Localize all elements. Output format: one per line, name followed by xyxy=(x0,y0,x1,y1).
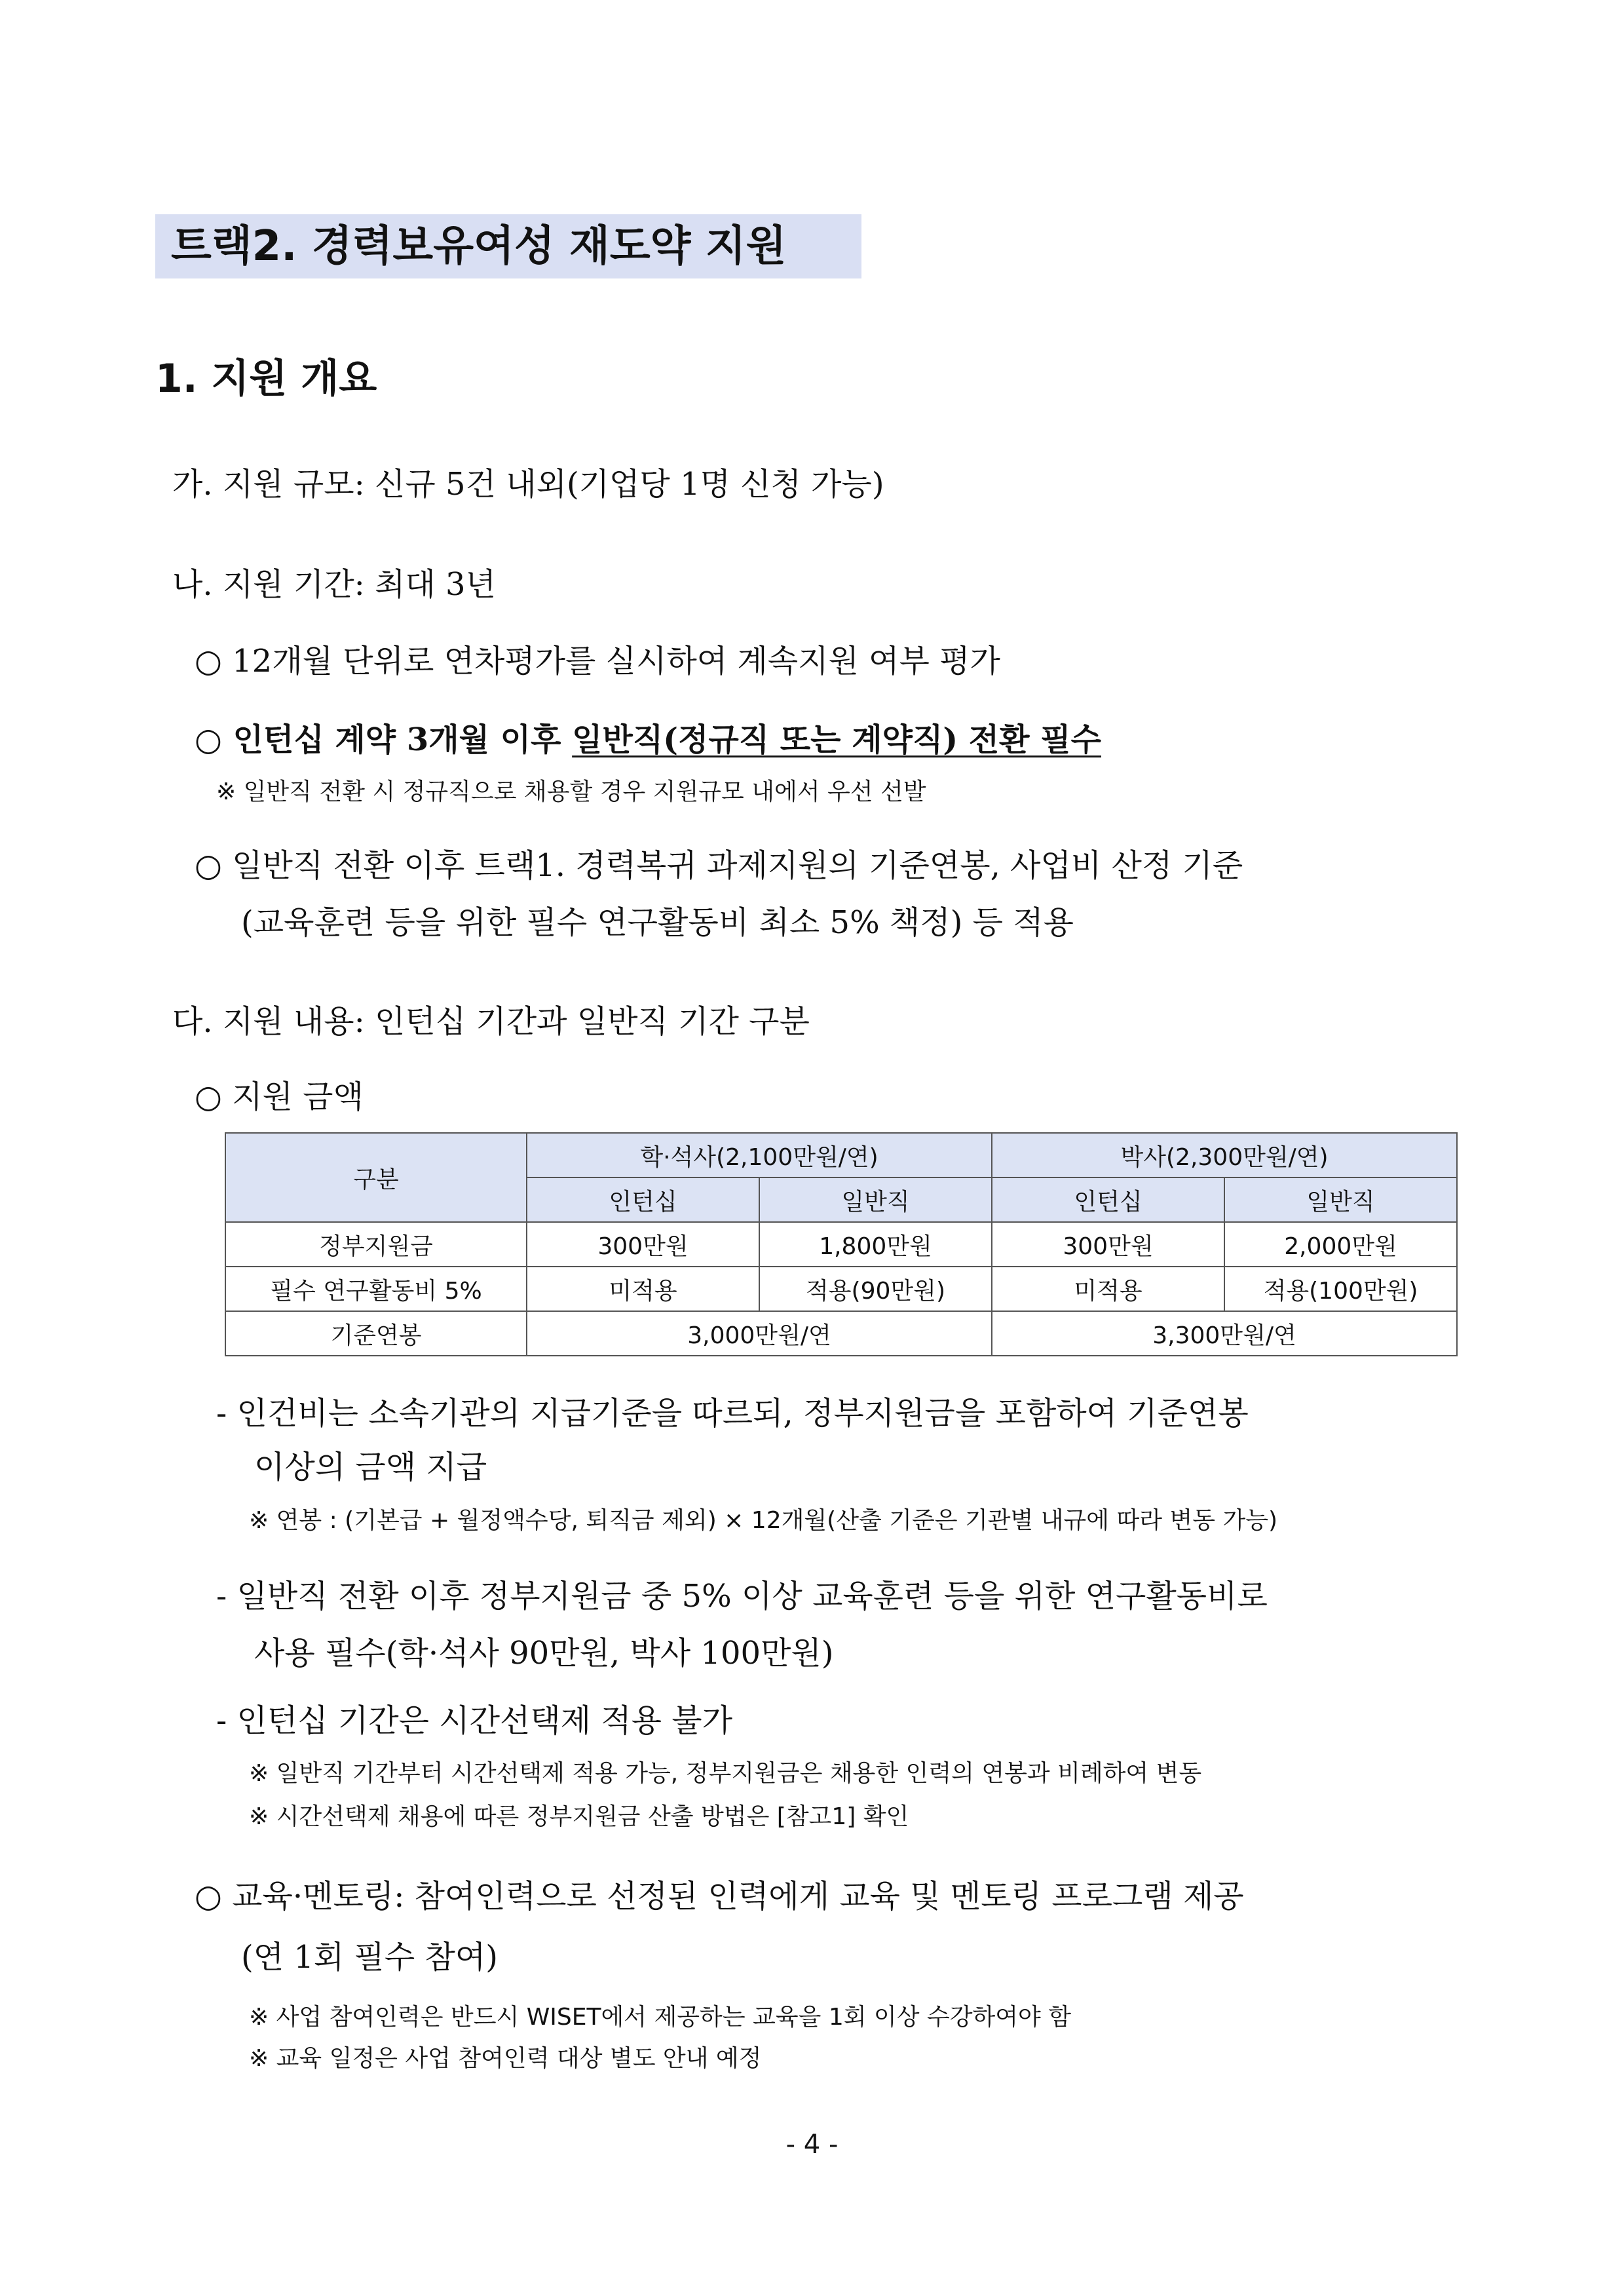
track-title: 트랙2. 경력보유여성 재도약 지원 xyxy=(155,214,861,278)
support-amount-table xyxy=(225,1132,1458,1356)
table-cell: 3,300만원/연 xyxy=(992,1311,1457,1356)
table-header-category: 구분 xyxy=(225,1133,527,1222)
item-ga: 가. 지원 규모: 신규 5건 내외(기업당 1명 신청 가능) xyxy=(172,466,884,503)
general-line-2: (교육훈련 등을 위한 필수 연구활동비 최소 5% 책정) 등 적용 xyxy=(241,904,1074,941)
table-cell: 300만원 xyxy=(992,1222,1224,1267)
education-note: ※ 사업 참여인력은 반드시 WISET에서 제공하는 교육을 1회 이상 수강하여야 함 xyxy=(249,2004,1072,2031)
item-na: 나. 지원 기간: 최대 3년 xyxy=(172,566,496,603)
table-row xyxy=(225,1133,1457,1177)
table-cell: 미적용 xyxy=(527,1267,759,1311)
intern-conversion-prefix: ○ 인턴십 계약 3개월 이후 xyxy=(195,721,573,758)
table-subheader: 일반직 xyxy=(759,1177,992,1222)
table-cell: 300만원 xyxy=(527,1222,759,1267)
intern-note: ※ 일반직 전환 시 정규직으로 채용할 경우 지원규모 내에서 우선 선발 xyxy=(216,778,926,805)
section-title: 1. 지원 개요 xyxy=(155,356,377,402)
dash1-line-1: - 인건비는 소속기관의 지급기준을 따르되, 정부지원금을 포함하여 기준연봉 xyxy=(216,1395,1249,1432)
table-row xyxy=(225,1311,1457,1356)
general-line-1: ○ 일반직 전환 이후 트랙1. 경력복귀 과제지원의 기준연봉, 사업비 산정 기준 xyxy=(195,847,1243,884)
table-subheader: 일반직 xyxy=(1224,1177,1457,1222)
amount-heading: ○ 지원 금액 xyxy=(195,1079,364,1115)
table-row-label: 정부지원금 xyxy=(225,1222,527,1267)
table-subheader: 인턴십 xyxy=(527,1177,759,1222)
table-cell: 미적용 xyxy=(992,1267,1224,1311)
item-da: 다. 지원 내용: 인턴십 기간과 일반직 기간 구분 xyxy=(172,1003,810,1040)
salary-note: ※ 연봉 : (기본급 + 월정액수당, 퇴직금 제외) × 12개월(산출 기준은 기관별 내규에 따라 변동 가능) xyxy=(249,1507,1278,1534)
dash2-line-1: - 일반직 전환 이후 정부지원금 중 5% 이상 교육훈련 등을 위한 연구활동비로 xyxy=(216,1578,1268,1615)
table-cell: 1,800만원 xyxy=(759,1222,992,1267)
intern-conversion-required: 일반직(정규직 또는 계약직) 전환 필수 xyxy=(572,721,1101,758)
page-number: - 4 - xyxy=(785,2130,839,2160)
table-subheader: 인턴십 xyxy=(992,1177,1224,1222)
table-header-group-b: 박사(2,300만원/연) xyxy=(992,1133,1457,1177)
table-cell: 2,000만원 xyxy=(1224,1222,1457,1267)
table-row-label: 기준연봉 xyxy=(225,1311,527,1356)
na-bullet-evaluation: ○ 12개월 단위로 연차평가를 실시하여 계속지원 여부 평가 xyxy=(195,643,1000,679)
table-row-label: 필수 연구활동비 5% xyxy=(225,1267,527,1311)
table-cell: 3,000만원/연 xyxy=(527,1311,992,1356)
dash3-note: ※ 일반직 기간부터 시간선택제 적용 가능, 정부지원금은 채용한 인력의 연봉과 비례하여 변동 xyxy=(249,1760,1202,1787)
table-cell: 적용(100만원) xyxy=(1224,1267,1457,1311)
table-cell: 적용(90만원) xyxy=(759,1267,992,1311)
dash3-line: - 인턴십 기간은 시간선택제 적용 불가 xyxy=(216,1702,733,1739)
education-line-2: (연 1회 필수 참여) xyxy=(241,1939,498,1976)
dash1-line-2: 이상의 금액 지급 xyxy=(254,1449,487,1485)
education-line-1: ○ 교육·멘토링: 참여인력으로 선정된 인력에게 교육 및 멘토링 프로그램 제공 xyxy=(195,1878,1244,1915)
table-row xyxy=(225,1267,1457,1311)
table-header-group-a: 학·석사(2,100만원/연) xyxy=(527,1133,992,1177)
dash3-note: ※ 시간선택제 채용에 따른 정부지원금 산출 방법은 [참고1] 확인 xyxy=(249,1803,909,1830)
education-note: ※ 교육 일정은 사업 참여인력 대상 별도 안내 예정 xyxy=(249,2045,762,2072)
intern-conversion-line xyxy=(195,714,1101,759)
dash2-line-2: 사용 필수(학·석사 90만원, 박사 100만원) xyxy=(254,1635,834,1672)
table-row xyxy=(225,1222,1457,1267)
